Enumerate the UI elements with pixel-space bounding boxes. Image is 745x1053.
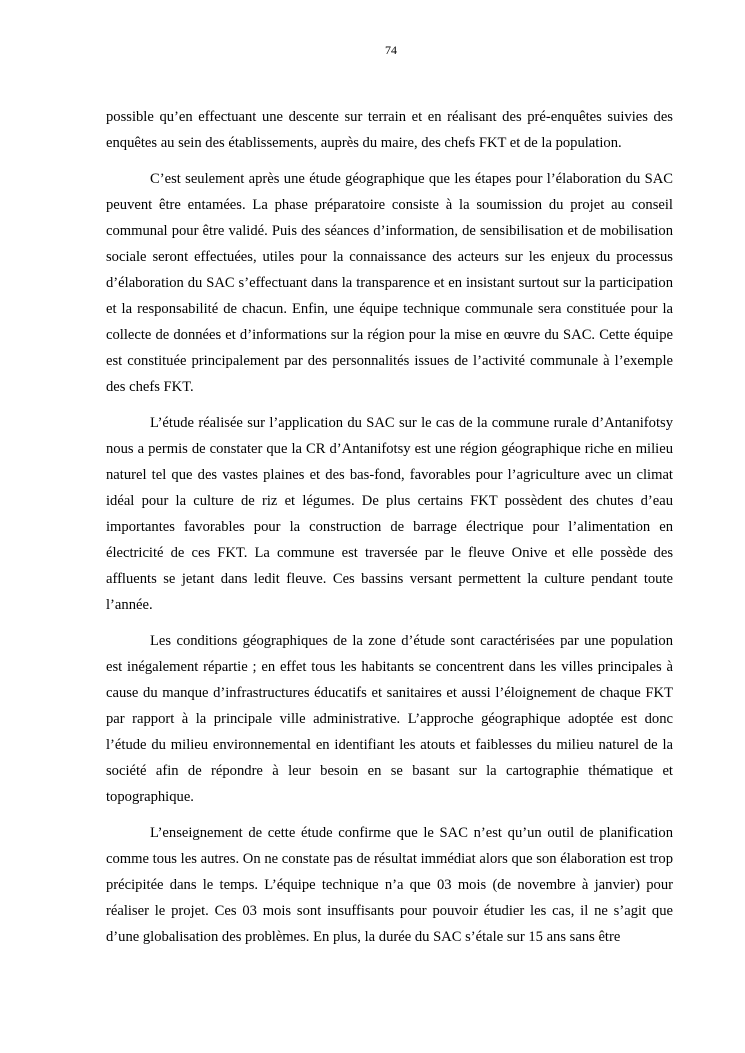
page-number: 74 <box>385 43 397 57</box>
paragraph-antanifotsy-study: L’étude réalisée sur l’application du SAC sur le cas de la commune rurale d’Antanifotsy nous a permis de constater que la CR d’Antanifotsy est une région géographique riche en milieu naturel tel que des vastes plaines et des bas-fond, favorables pour l’agriculture avec un climat idéal pour la culture de riz et légumes. De plus certains FKT possèdent des chutes d’eau importantes favorables pour la construction de barrage électrique pour l’alimentation en électricité de ces FKT. La commune est traversée par le fleuve Onive et elle possède des affluents se jetant dans ledit fleuve. Ces bassins versant permettent la culture pendant toute l’année. <box>106 415 673 613</box>
paragraph-geographic-conditions: Les conditions géographiques de la zone d’étude sont caractérisées par une population est inégalement répartie ; en effet tous les habitants se concentrent dans les villes principales à cause du manque d’infrastructures éducatifs et sanitaires et aussi l’éloignement de chaque FKT par rapport à la principale ville administrative. L’approche géographique adoptée est donc l’étude du milieu environnemental en identifiant les atouts et faiblesses du milieu naturel de la société afin de répondre à leur besoin en se basant sur la cartographie thématique et topographique. <box>106 633 673 805</box>
paragraph-sac-elaboration-steps: C’est seulement après une étude géographique que les étapes pour l’élaboration du SAC peuvent être entamées. La phase préparatoire consiste à la soumission du projet au conseil communal pour être validé. Puis des séances d’information, de sensibilisation et de mobilisation sociale seront effectuées, utiles pour la connaissance des acteurs sur les enjeux du processus d’élaboration du SAC s’effectuant dans la transparence et en insistant surtout sur la participation et la responsabilité de chacun. Enfin, une équipe technique communale sera constituée pour la collecte de données et d’informations sur la région pour la mise en œuvre du SAC. Cette équipe est constituée principalement par des personnalités issues de l’activité communale à l’exemple des chefs FKT. <box>106 171 673 395</box>
body-text <box>106 104 673 950</box>
paragraph-study-lessons: L’enseignement de cette étude confirme que le SAC n’est qu’un outil de planification comme tous les autres. On ne constate pas de résultat immédiat alors que son élaboration est trop précipitée dans le temps. L’équipe technique n’a que 03 mois (de novembre à janvier) pour réaliser le projet. Ces 03 mois sont insuffisants pour pouvoir étudier les cas, il ne s’agit que d’une globalisation des problèmes. En plus, la durée du SAC s’étale sur 15 ans sans être <box>106 825 673 945</box>
paragraph-continuation: possible qu’en effectuant une descente sur terrain et en réalisant des pré-enquêtes suivies des enquêtes au sein des établissements, auprès du maire, des chefs FKT et de la population. <box>106 109 673 151</box>
